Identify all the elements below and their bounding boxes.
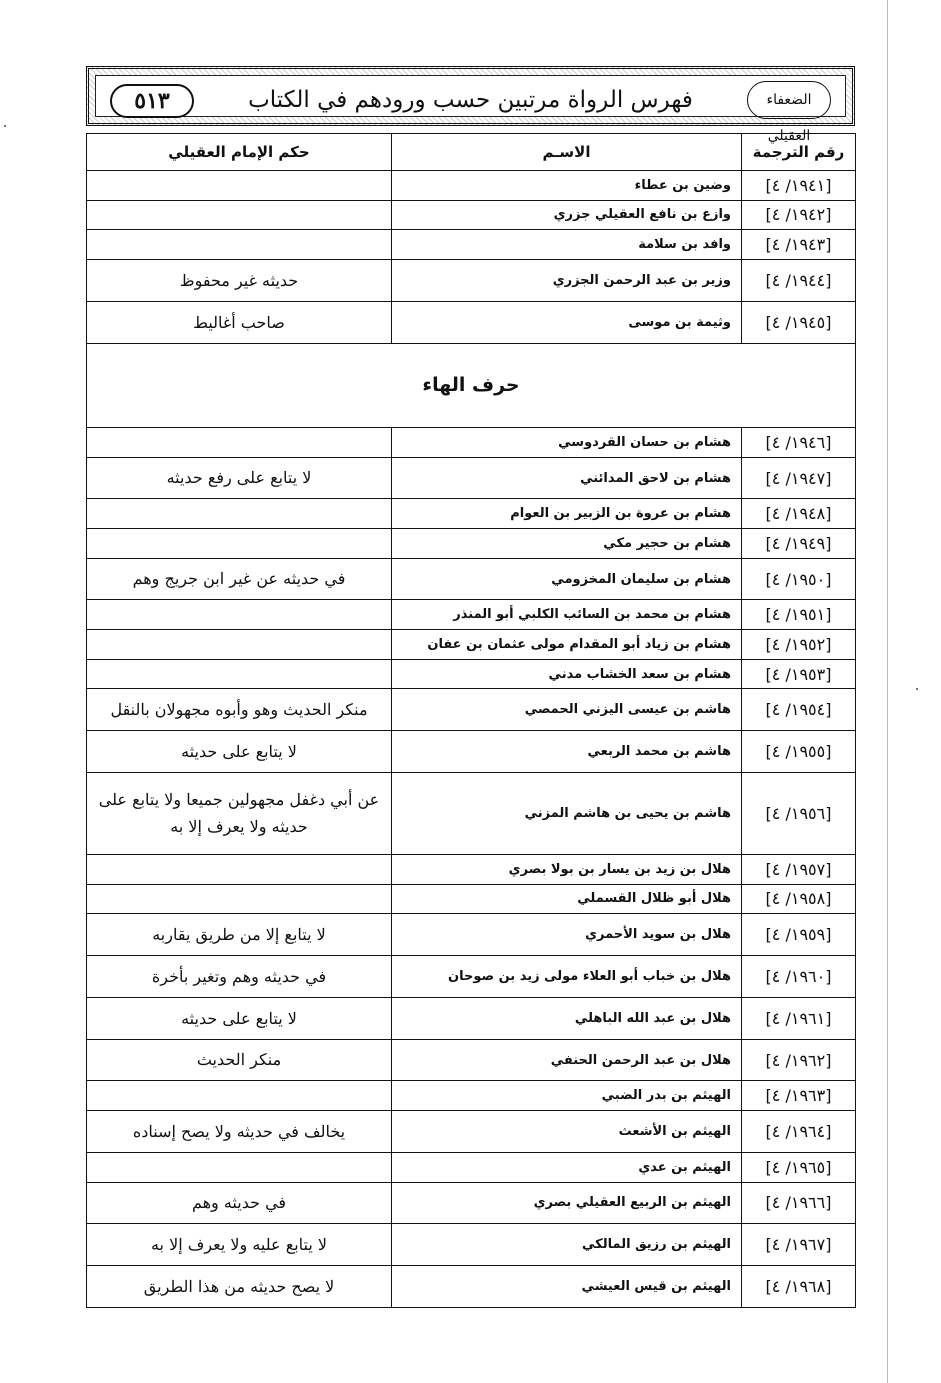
table-row — [87, 171, 856, 201]
entry-number: [١٩٦٤/ ٤] — [742, 1111, 856, 1153]
entry-number: [١٩٥٠/ ٤] — [742, 558, 856, 600]
entry-number: [١٩٤٣/ ٤] — [742, 230, 856, 260]
narrator-name: هلال بن خباب أبو العلاء مولى زيد بن صوحان — [392, 956, 742, 998]
section-heading — [87, 343, 856, 427]
aqili-ruling: في حديثه وهم — [87, 1182, 392, 1224]
table-header-row — [87, 134, 856, 171]
entry-number: [١٩٤٧/ ٤] — [742, 457, 856, 499]
table-row — [87, 659, 856, 689]
table-row — [87, 1152, 856, 1182]
entry-number: [١٩٥٧/ ٤] — [742, 855, 856, 885]
aqili-ruling: يخالف في حديثه ولا يصح إسناده — [87, 1111, 392, 1153]
narrator-name: هلال أبو ظلال القسملي — [392, 884, 742, 914]
aqili-ruling — [87, 200, 392, 230]
table-row — [87, 1111, 856, 1153]
narrator-name: هشام بن حسان القردوسي — [392, 427, 742, 457]
narrator-name: وازع بن نافع العقيلي جزري — [392, 200, 742, 230]
table-row — [87, 301, 856, 343]
entry-number: [١٩٤٩/ ٤] — [742, 529, 856, 559]
page-number: ٥١٣ — [110, 84, 194, 118]
entry-number: [١٩٤٢/ ٤] — [742, 200, 856, 230]
entry-number: [١٩٤٤/ ٤] — [742, 259, 856, 301]
entry-number: [١٩٥٦/ ٤] — [742, 772, 856, 854]
table-row — [87, 1266, 856, 1308]
aqili-ruling: في حديثه عن غير ابن جريج وهم — [87, 558, 392, 600]
column-header-ruling: حكم الإمام العقيلي — [87, 134, 392, 171]
table-row — [87, 457, 856, 499]
table-row — [87, 1081, 856, 1111]
table-row — [87, 914, 856, 956]
rows-before-section — [87, 171, 856, 344]
header-frame — [95, 75, 846, 144]
table-row — [87, 499, 856, 529]
entry-number: [١٩٦٥/ ٤] — [742, 1152, 856, 1182]
table-row — [87, 884, 856, 914]
aqili-ruling: عن أبي دغفل مجهولين جميعا ولا يتابع على حديثه ولا يعرف إلا به — [87, 772, 392, 854]
narrators-index-table — [86, 133, 856, 1308]
page-header — [86, 66, 855, 144]
header-title: فهرس الرواة مرتبين حسب ورودهم في الكتاب — [248, 87, 693, 113]
narrator-name: هشام بن لاحق المدائني — [392, 457, 742, 499]
aqili-ruling — [87, 855, 392, 885]
table-row — [87, 529, 856, 559]
aqili-ruling: لا يصح حديثه من هذا الطريق — [87, 1266, 392, 1308]
aqili-ruling: منكر الحديث — [87, 1039, 392, 1081]
entry-number: [١٩٤٦/ ٤] — [742, 427, 856, 457]
aqili-ruling: لا يتابع عليه ولا يعرف إلا به — [87, 1224, 392, 1266]
narrator-name: هلال بن عبد الرحمن الحنفي — [392, 1039, 742, 1081]
entry-number: [١٩٦٣/ ٤] — [742, 1081, 856, 1111]
narrator-name: هشام بن زياد أبو المقدام مولى عثمان بن عفان — [392, 630, 742, 660]
aqili-ruling — [87, 659, 392, 689]
narrator-name: الهيثم بن عدي — [392, 1152, 742, 1182]
entry-number: [١٩٦٨/ ٤] — [742, 1266, 856, 1308]
table-row — [87, 427, 856, 457]
narrator-name: هلال بن عبد الله الباهلي — [392, 997, 742, 1039]
rows-after-section — [87, 427, 856, 1307]
entry-number: [١٩٥٥/ ٤] — [742, 731, 856, 773]
entry-number: [١٩٥٣/ ٤] — [742, 659, 856, 689]
table-row — [87, 1182, 856, 1224]
narrator-name: الهيثم بن بدر الضبي — [392, 1081, 742, 1111]
section-title: حرف الهاء — [87, 343, 856, 427]
narrator-name: وثيمة بن موسى — [392, 301, 742, 343]
narrator-name: الهيثم بن قيس العيشي — [392, 1266, 742, 1308]
table-row — [87, 1224, 856, 1266]
entry-number: [١٩٦٠/ ٤] — [742, 956, 856, 998]
entry-number: [١٩٤٨/ ٤] — [742, 499, 856, 529]
table-row — [87, 558, 856, 600]
aqili-ruling — [87, 630, 392, 660]
column-header-number: رقم الترجمة — [742, 134, 856, 171]
entry-number: [١٩٥١/ ٤] — [742, 600, 856, 630]
aqili-ruling — [87, 1152, 392, 1182]
table-row — [87, 259, 856, 301]
narrator-name: وضين بن عطاء — [392, 171, 742, 201]
aqili-ruling — [87, 884, 392, 914]
aqili-ruling — [87, 171, 392, 201]
narrator-name: وزير بن عبد الرحمن الجزري — [392, 259, 742, 301]
aqili-ruling: في حديثه وهم وتغير بأخرة — [87, 956, 392, 998]
narrator-name: هاشم بن عيسى اليزني الحمصي — [392, 689, 742, 731]
entry-number: [١٩٥٤/ ٤] — [742, 689, 856, 731]
table-row — [87, 956, 856, 998]
page-edge-line — [887, 0, 888, 1383]
table-row — [87, 689, 856, 731]
aqili-ruling: لا يتابع على حديثه — [87, 997, 392, 1039]
narrator-name: هاشم بن محمد الربعي — [392, 731, 742, 773]
narrator-name: هلال بن سويد الأحمري — [392, 914, 742, 956]
entry-number: [١٩٦٦/ ٤] — [742, 1182, 856, 1224]
narrator-name: هشام بن سعد الخشاب مدني — [392, 659, 742, 689]
table-row — [87, 772, 856, 854]
entry-number: [١٩٥٢/ ٤] — [742, 630, 856, 660]
aqili-ruling — [87, 499, 392, 529]
aqili-ruling — [87, 427, 392, 457]
table-row — [87, 200, 856, 230]
aqili-ruling — [87, 529, 392, 559]
aqili-ruling: لا يتابع على رفع حديثه — [87, 457, 392, 499]
entry-number: [١٩٤٥/ ٤] — [742, 301, 856, 343]
narrator-name: الهيثم بن رزيق المالكي — [392, 1224, 742, 1266]
aqili-ruling: لا يتابع إلا من طريق يقاربه — [87, 914, 392, 956]
scan-speck — [4, 125, 6, 127]
narrator-name: هشام بن سليمان المخزومي — [392, 558, 742, 600]
aqili-ruling — [87, 1081, 392, 1111]
entry-number: [١٩٦٧/ ٤] — [742, 1224, 856, 1266]
aqili-ruling: حديثه غير محفوظ — [87, 259, 392, 301]
entry-number: [١٩٤١/ ٤] — [742, 171, 856, 201]
narrator-name: هلال بن زيد بن يسار بن بولا بصري — [392, 855, 742, 885]
table-row — [87, 630, 856, 660]
narrator-name: هشام بن محمد بن السائب الكلبي أبو المنذر — [392, 600, 742, 630]
narrator-name: وافد بن سلامة — [392, 230, 742, 260]
entry-number: [١٩٥٨/ ٤] — [742, 884, 856, 914]
aqili-ruling — [87, 230, 392, 260]
table-row — [87, 600, 856, 630]
table-row — [87, 1039, 856, 1081]
table-row — [87, 731, 856, 773]
section-row — [87, 343, 856, 427]
table-row — [87, 855, 856, 885]
table-row — [87, 997, 856, 1039]
entry-number: [١٩٦١/ ٤] — [742, 997, 856, 1039]
scan-speck — [916, 688, 918, 690]
entry-number: [١٩٥٩/ ٤] — [742, 914, 856, 956]
entry-number: [١٩٦٢/ ٤] — [742, 1039, 856, 1081]
narrator-name: هاشم بن يحيى بن هاشم المزني — [392, 772, 742, 854]
book-logo: الضعفاء العقيلي — [747, 81, 831, 119]
narrator-name: الهيثم بن الأشعث — [392, 1111, 742, 1153]
narrator-name: الهيثم بن الربيع العقيلي بصري — [392, 1182, 742, 1224]
aqili-ruling: منكر الحديث وهو وأبوه مجهولان بالنقل — [87, 689, 392, 731]
aqili-ruling — [87, 600, 392, 630]
narrator-name: هشام بن حجير مكي — [392, 529, 742, 559]
column-header-name: الاسـم — [392, 134, 742, 171]
aqili-ruling: صاحب أغاليط — [87, 301, 392, 343]
table-row — [87, 230, 856, 260]
aqili-ruling: لا يتابع على حديثه — [87, 731, 392, 773]
narrator-name: هشام بن عروة بن الزبير بن العوام — [392, 499, 742, 529]
